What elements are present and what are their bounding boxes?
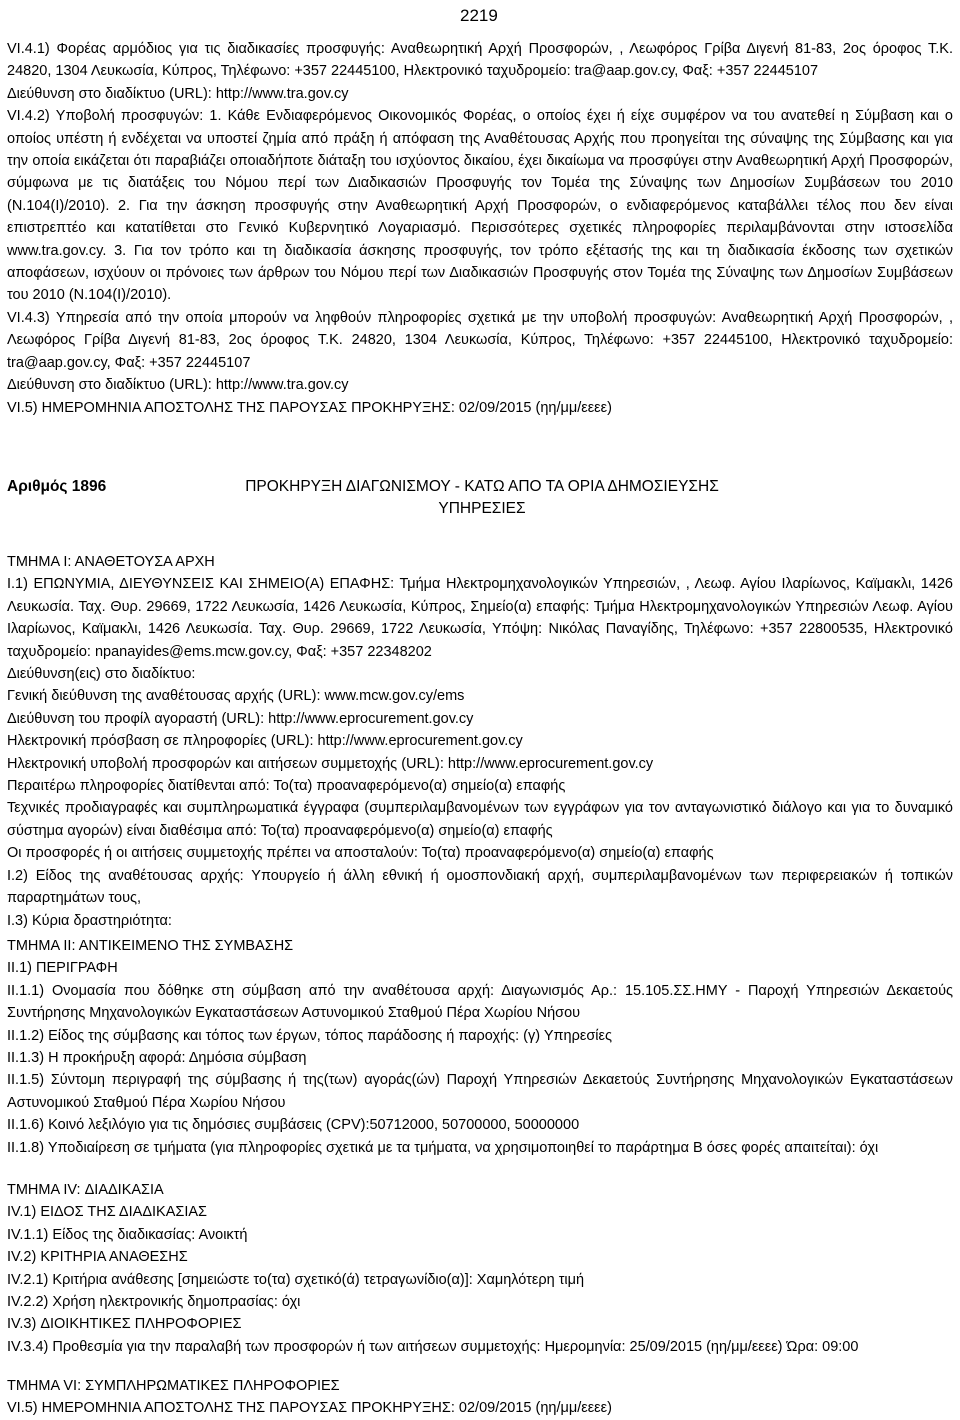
ii13-line: ΙΙ.1.3) Η προκήρυξη αφορά: Δημόσια σύμβαση xyxy=(7,1050,307,1067)
ii11-paragraph: ΙΙ.1.1) Ονομασία που δόθηκε στη σύμβαση από την αναθέτουσα αρχή: Διαγωνισμός Αρ.: 15.105.ΣΣ.ΗΜΥ - Παροχή Υπηρεσιών Δεκαετούς Συντήρησης Μηχανολογικών Εγκαταστάσεων Αστυνομικού Σταθμού Πέρα Χωρίου Νήσου xyxy=(7,982,953,1022)
vi43-paragraph: VI.4.3) Υπηρεσία από την οποία μπορούν να ληφθούν πληροφορίες σχετικά με την υποβολή προσφυγών: Αναθεωρητική Αρχή Προσφορών, , Λεωφόρος Γρίβα Διγενή 81-83, 2ος όροφος Τ.Κ. 24820, 1304 Λευκωσία, Κύπρος, Τηλέφωνο: +357 22445100, Ηλεκτρονικό ταχυδρομείο: tra@aap.gov.cy, Φαξ: +357 22445107 xyxy=(7,309,953,371)
vi41-url: Διεύθυνση στο διαδίκτυο (URL): http://www.tra.gov.cy xyxy=(7,85,349,102)
vi43-url: Διεύθυνση στο διαδίκτυο (URL): http://www.tra.gov.cy xyxy=(7,377,349,394)
iv21-line: IV.2.1) Κριτήρια ανάθεσης [σημειώστε το(τα) σχετικό(ά) τετραγωνίδιο(α)]: Χαμηλότερη τιμή xyxy=(7,1271,585,1288)
ii1-line: ΙΙ.1) ΠΕΡΙΓΡΑΦΗ xyxy=(7,960,118,977)
vi41-paragraph: VI.4.1) Φορέας αρμόδιος για τις διαδικασίες προσφυγής: Αναθεωρητική Αρχή Προσφορών, , Λεωφόρος Γρίβα Διγενή 81-83, 2ος όροφος Τ.Κ. 24820, 1304 Λευκωσία, Κύπρος, Τηλέφωνο: +357 22445100, Ηλεκτρονικό ταχυδρομείο: tra@aap.gov.cy, Φαξ: +357 22445107 xyxy=(7,41,953,80)
section-1-heading: ΤΜΗΜΑ Ι: ΑΝΑΘΕΤΟΥΣΑ ΑΡΧΗ xyxy=(7,554,215,570)
notice-title-line2: ΥΠΗΡΕΣΙΕΣ xyxy=(438,500,526,517)
i1-paragraph: Ι.1) ΕΠΩΝΥΜΙΑ, ΔΙΕΥΘΥΝΣΕΙΣ ΚΑΙ ΣΗΜΕΙΟ(Α) ΕΠΑΦΗΣ: Τμήμα Ηλεκτρομηχανολογικών Υπηρεσιών, , Λεωφ. Αγίου Ιλαρίωνος, Καϊμακλι, 1426 Λευκωσία. Ταχ. Θυρ. 29669, 1722 Λευκωσία, 1426 Λευκωσία, Κύπρος, Σημείο(α) επαφής: Τμήμα Ηλεκτρομηχανολογικών Υπηρεσιών Λεωφ. Αγίου Ιλαρίωνος, Καϊμακλι, 1426 Λευκωσία. Ταχ. Θυρ. 29669, 1722 Λευκωσία, Υπόψη: Νικόλας Παναγίδης, Τηλέφωνο: +357 22800535, Ηλεκτρονικό ταχυδρομείο: npanayides@ems.mcw.gov.cy, Φαξ: +357 22348202 xyxy=(7,576,953,660)
vi5-final-line: VI.5) ΗΜΕΡΟΜΗΝΙΑ ΑΠΟΣΤΟΛΗΣ ΤΗΣ ΠΑΡΟΥΣΑΣ ΠΡΟΚΗΡΥΞΗΣ: 02/09/2015 (ηη/μμ/εεεε) xyxy=(7,1400,612,1417)
i1-spec-paragraph: Τεχνικές προδιαγραφές και συμπληρωματικά έγγραφα (συμπεριλαμβανομένων των εγγράφων για τον ανταγωνιστικό διάλογο και για το δυναμικό σύστημα αγορών) είναι διαθέσιμα από: Το(τα) προαναφερόμενο(α) σημείο(α) επαφής xyxy=(7,800,953,839)
ii16-line: ΙΙ.1.6) Κοινό λεξιλόγιο για τις δημόσιες συμβάσεις (CPV):50712000, 50700000, 50000000 xyxy=(7,1117,580,1134)
notice-title-line1: ΠΡΟΚΗΡΥΞΗ ΔΙΑΓΩΝΙΣΜΟΥ - ΚΑΤΩ ΑΠΟ ΤΑ ΟΡΙΑ ΔΗΜΟΣΙΕΥΣΗΣ xyxy=(245,478,719,495)
vi5-line: VI.5) ΗΜΕΡΟΜΗΝΙΑ ΑΠΟΣΤΟΛΗΣ ΤΗΣ ΠΑΡΟΥΣΑΣ ΠΡΟΚΗΡΥΞΗΣ: 02/09/2015 (ηη/μμ/εεεε) xyxy=(7,399,612,416)
iv1-line: IV.1) ΕΙΔΟΣ ΤΗΣ ΔΙΑΔΙΚΑΣΙΑΣ xyxy=(7,1204,207,1221)
section-4-heading: ΤΜΗΜΑ IV: ΔΙΑΔΙΚΑΣΙΑ xyxy=(7,1182,164,1198)
section-2 xyxy=(7,935,953,1159)
section-6 xyxy=(7,1375,953,1420)
i1-offers-line: Οι προσφορές ή οι αιτήσεις συμμετοχής πρέπει να αποσταλούν: Το(τα) προαναφερόμενο(α) σημείο(α) επαφής xyxy=(7,845,714,862)
i1-line-further-info: Περαιτέρω πληροφορίες διατίθενται από: Το(τα) προαναφερόμενο(α) σημείο(α) επαφής xyxy=(7,778,566,795)
ii18-paragraph: ΙΙ.1.8) Υποδιαίρεση σε τμήματα (για πληροφορίες σχετικά με τα τμήματα, να χρησιμοποιηθεί το παράρτημα Β όσες φορές απαιτείται): όχι xyxy=(7,1139,879,1156)
vi42-paragraph: VI.4.2) Υποβολή προσφυγών: 1. Κάθε Ενδιαφερόμενος Οικονομικός Φορέας, ο οποίος έχει ή είχε συμφέρον να του ανατεθεί η Σύμβαση και ο οποίος υπέστη ή ενδέχεται να υποστεί ζημία από πράξη ή απόφαση της Αναθέτουσας Αρχής που προηγείται της σύναψης της Σύμβασης και για την οποία εικάζεται ότι παραβιάζει οποιαδήποτε διάταξη του ισχύοντος δικαίου, έχει δικαίωμα να προσφύγει στην Αναθεωρητική Αρχή Προσφορών, σύμφωνα με τις διατάξεις του Νόμου περί των Διαδικασιών Προσφυγής τον Τομέα της Σύναψης των Δημοσίων Συμβάσεων του 2010 (Ν.104(Ι)/2010). 2. Για την άσκηση προσφυγής στην Αναθεωρητική Αρχή Προσφορών, ο ενδιαφερόμενος καταβάλλει τέλος που δεν είναι επιστρεπτέο και κατατίθεται στο Γενικό Κυβερνητικό Λογαριασμό. Περισσότερες σχετικές πληροφορίες περιλαμβάνονται στην ιστοσελίδα www.tra.gov.cy. 3. Για τον τρόπο και τη διαδικασία άσκησης προσφυγής, τον τρόπο εξέτασής της και τη διαδικασία έκδοσης των σχετικών αποφάσεων, ισχύουν οι πρόνοιες των άρθρων του Νόμου περί των Διαδικασιών Προσφυγής στον Τομέα της Σύναψης των Δημοσίων Συμβάσεων του 2010 (Ν.104(Ι)/2010). xyxy=(7,108,953,304)
section-6-heading: ΤΜΗΜΑ VI: ΣΥΜΠΛΗΡΩΜΑΤΙΚΕΣ ΠΛΗΡΟΦΟΡΙΕΣ xyxy=(7,1378,340,1394)
iv34-paragraph: IV.3.4) Προθεσμία για την παραλαβή των προσφορών ή των αιτήσεων συμμετοχής: Ημερομηνία: 25/09/2015 (ηη/μμ/εεεε) Ώρα: 09:00 xyxy=(7,1338,859,1355)
i1-line-electronic-submission: Ηλεκτρονική υποβολή προσφορών και αιτήσεων συμμετοχής (URL): http://www.eprocurement.gov.cy xyxy=(7,755,654,772)
i3-line: Ι.3) Κύρια δραστηριότητα: xyxy=(7,912,172,929)
iv11-line: IV.1.1) Είδος της διαδικασίας: Ανοικτή xyxy=(7,1226,248,1243)
section-4 xyxy=(7,1179,953,1358)
iv3-line: IV.3) ΔΙΟΙΚΗΤΙΚΕΣ ΠΛΗΡΟΦΟΡΙΕΣ xyxy=(7,1316,242,1333)
ii15-paragraph: ΙΙ.1.5) Σύντομη περιγραφή της σύμβασης ή της(των) αγοράς(ών) Παροχή Υπηρεσιών Δεκαετούς Συντήρησης Μηχανολογικών Εγκαταστάσεων Αστυνομικού Σταθμού Πέρα Χωρίου Νήσου xyxy=(7,1072,953,1111)
notice-number: Αριθμός 1896 xyxy=(7,478,107,495)
iv22-line: IV.2.2) Χρήση ηλεκτρονικής δημοπρασίας: όχι xyxy=(7,1294,301,1311)
section-1 xyxy=(7,551,953,932)
ii12-line: ΙΙ.1.2) Είδος της σύμβασης και τόπος των έργων, τόπος παράδοσης ή παροχής: (γ) Υπηρεσίες xyxy=(7,1027,612,1044)
i1-line-electronic-access: Ηλεκτρονική πρόσβαση σε πληροφορίες (URL): http://www.eprocurement.gov.cy xyxy=(7,733,523,750)
i2-paragraph: Ι.2) Είδος της αναθέτουσας αρχής: Υπουργείο ή άλλη εθνική ή ομοσπονδιακή αρχή, συμπεριλαμβανομένων των περιφερειακών ή τοπικών παραρτημάτων τους, xyxy=(7,867,953,907)
i1-line-web: Διεύθυνση(εις) στο διαδίκτυο: xyxy=(7,666,196,683)
iv2-line: IV.2) ΚΡΙΤΗΡΙΑ ΑΝΑΘΕΣΗΣ xyxy=(7,1249,188,1266)
i1-line-general-url: Γενική διεύθυνση της αναθέτουσας αρχής (URL): www.mcw.gov.cy/ems xyxy=(7,688,465,705)
previous-notice-tail xyxy=(7,38,953,419)
notice-title xyxy=(207,476,757,520)
section-2-heading: ΤΜΗΜΑ ΙΙ: ΑΝΤΙΚΕΙΜΕΝΟ ΤΗΣ ΣΥΜΒΑΣΗΣ xyxy=(7,938,294,954)
i1-line-buyer-profile: Διεύθυνση του προφίλ αγοραστή (URL): http://www.eprocurement.gov.cy xyxy=(7,710,474,727)
page-number: 2219 xyxy=(460,6,498,25)
notice-heading xyxy=(7,476,953,526)
